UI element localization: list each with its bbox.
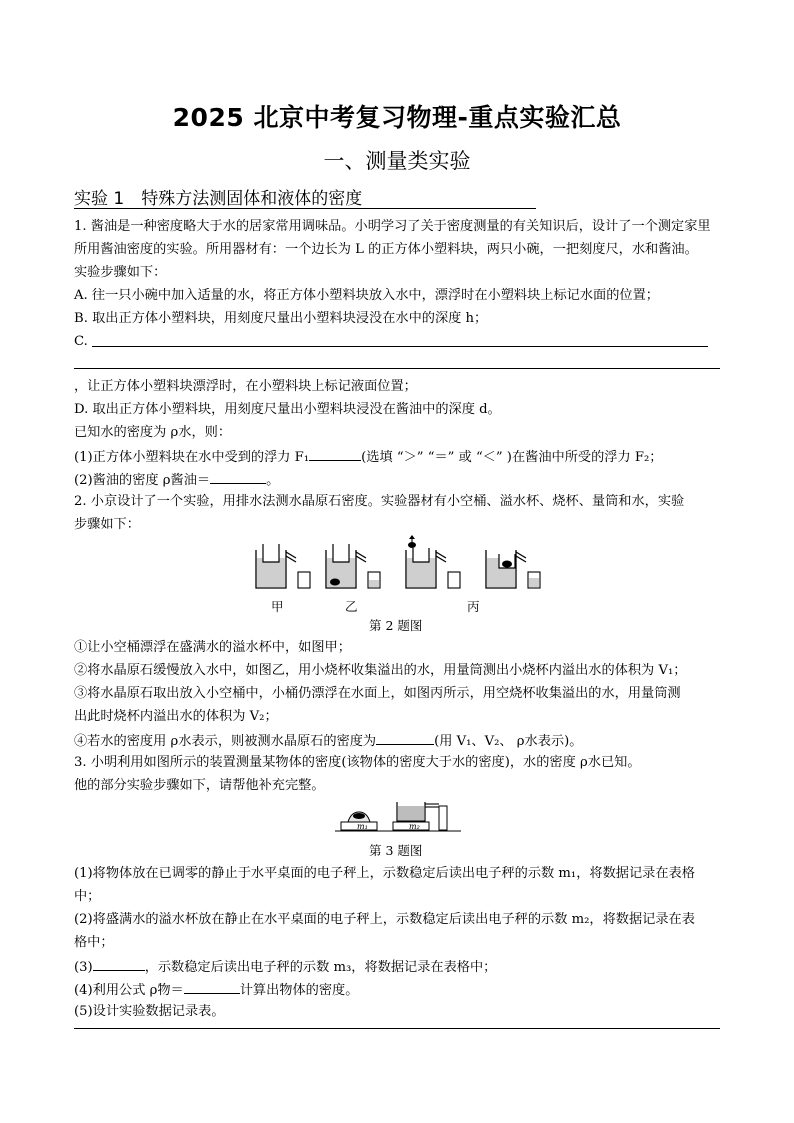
q1-known: 已知水的密度为 ρ水，则： <box>74 425 232 440</box>
q2-step-2: ②将水晶原石缓慢放入水中，如图乙，用小烧杯收集溢出的水，用量筒测出小烧杯内溢出水的体积为 V₁； <box>74 663 687 678</box>
q1-line-1: 1. 酱油是一种密度略大于水的居家常用调味品。小明学习了关于密度测量的有关知识后，设计了一个测定家里 <box>74 219 711 234</box>
q1-step-c-answer-line <box>92 346 708 347</box>
q3-line-1: 3. 小明利用如图所示的装置测量某物体的密度(该物体的密度大于水的密度)，水的密度 ρ水已知。 <box>74 755 641 770</box>
q1-step-d: D. 取出正方体小塑料块，用刻度尺量出小塑料块浸没在酱油中的深度 d。 <box>74 402 501 417</box>
q1-part-1-text-b: (选填 “＞” “＝” 或 “＜” )在酱油中所受的浮力 F₂； <box>361 450 663 465</box>
q1-part-1 <box>74 447 662 467</box>
q2-figure-caption: 第 2 题图 <box>369 618 423 633</box>
q3-step-1a: (1)将物体放在已调零的静止于水平桌面的电子秤上，示数稳定后读出电子秤的示数 m₁，将数据记录在表格 <box>74 866 695 881</box>
q3-scale-2 <box>393 802 447 830</box>
q1-part-2-text-a: (2)酱油的密度 ρ酱油＝ <box>74 473 211 488</box>
q2-line-1: 2. 小京设计了一个实验，用排水法测水晶原石密度。实验器材有小空桶、溢水杯、烧杯、量筒和水，实验 <box>74 494 685 509</box>
q2-figure <box>250 536 550 596</box>
q1-part-2-text-b: 。 <box>266 473 280 488</box>
q1-part-1-blank <box>309 447 361 461</box>
q1-part-2 <box>74 470 279 490</box>
q2-step-3b: 出此时烧杯内溢出水的体积为 V₂； <box>74 709 278 724</box>
q1-line-2: 所用酱油密度的实验。所用器材有：一个边长为 L 的正方体小塑料块，两只小碗，一把刻度尺，水和酱油。 <box>74 242 698 257</box>
document-title: 2025 北京中考复习物理-重点实验汇总 <box>172 103 622 132</box>
q2-label-jia: 甲 <box>271 599 284 614</box>
experiment-heading: 实验 1 特殊方法测固体和液体的密度 <box>74 184 536 209</box>
q1-part-2-blank <box>210 470 266 484</box>
q3-step-4-text-a: (4)利用公式 ρ物＝ <box>74 983 184 998</box>
q1-step-a: A. 往一只小碗中加入适量的水，将正方体小塑料块放入水中，漂浮时在小塑料块上标记水面的位置； <box>74 288 659 303</box>
q3-figure <box>335 798 461 834</box>
q3-label-m1: m₁ <box>357 822 368 831</box>
q2-figure-jia <box>256 544 310 588</box>
q1-step-c-label: C. <box>74 334 88 349</box>
q2-figure-bing-2 <box>486 550 540 588</box>
q2-step-4-blank <box>376 731 434 745</box>
q3-step-4 <box>74 980 358 1000</box>
q3-object-icon <box>353 813 365 819</box>
q3-beaker-icon <box>439 806 447 830</box>
section-heading: 一、测量类实验 <box>323 149 471 173</box>
q2-step-3a: ③将水晶原石取出放入小空桶中，小桶仍漂浮在水面上，如图丙所示，用空烧杯收集溢出的水，用量筒测 <box>74 686 681 701</box>
q3-step-2b: 格中； <box>74 935 114 950</box>
q1-step-c-answer-line-2 <box>74 368 720 369</box>
q2-step-4-text-b: (用 V₁、V₂、 ρ水表示)。 <box>434 734 583 749</box>
q2-step-1: ①让小空桶漂浮在盛满水的溢水杯中，如图甲； <box>74 640 351 655</box>
q2-label-yi: 乙 <box>345 599 358 614</box>
q1-part-1-text-a: (1)正方体小塑料块在水中受到的浮力 F₁ <box>74 450 310 465</box>
q3-step-4-blank <box>184 980 240 994</box>
q3-step-1b: 中； <box>74 889 101 904</box>
q3-step-3 <box>74 957 496 977</box>
q1-step-b: B. 取出正方体小塑料块，用刻度尺量出小塑料块浸没在水中的深度 h； <box>74 311 488 326</box>
q3-step-3-text-b: ，示数稳定后读出电子秤的示数 m₃，将数据记录在表格中； <box>144 960 497 975</box>
q1-line-3: 实验步骤如下： <box>74 265 167 280</box>
q3-step-4-text-b: 计算出物体的密度。 <box>239 983 359 998</box>
q2-line-2: 步骤如下： <box>74 517 140 532</box>
page-bottom-rule <box>74 1028 720 1029</box>
q2-figure-bing-1 <box>406 535 460 588</box>
q3-step-5: (5)设计实验数据记录表。 <box>74 1004 225 1019</box>
q1-step-c-continued: ，让正方体小塑料块漂浮时，在小塑料块上标记液面位置； <box>74 379 417 394</box>
q3-label-m2: m₂ <box>409 822 420 831</box>
q3-line-2: 他的部分实验步骤如下，请帮他补充完整。 <box>74 778 325 793</box>
q3-step-3-text-a: (3) <box>74 960 93 975</box>
q3-step-2a: (2)将盛满水的溢水杯放在静止在水平桌面的电子秤上，示数稳定后读出电子秤的示数 m₂，将数据记录在表 <box>74 912 695 927</box>
q2-step-4 <box>74 731 582 751</box>
q3-step-3-blank <box>93 957 145 971</box>
q2-step-4-text-a: ④若水的密度用 ρ水表示，则被测水晶原石的密度为 <box>74 734 377 749</box>
q2-figure-yi <box>326 544 380 588</box>
q3-figure-caption: 第 3 题图 <box>369 843 423 858</box>
q2-label-bing: 丙 <box>467 599 480 614</box>
